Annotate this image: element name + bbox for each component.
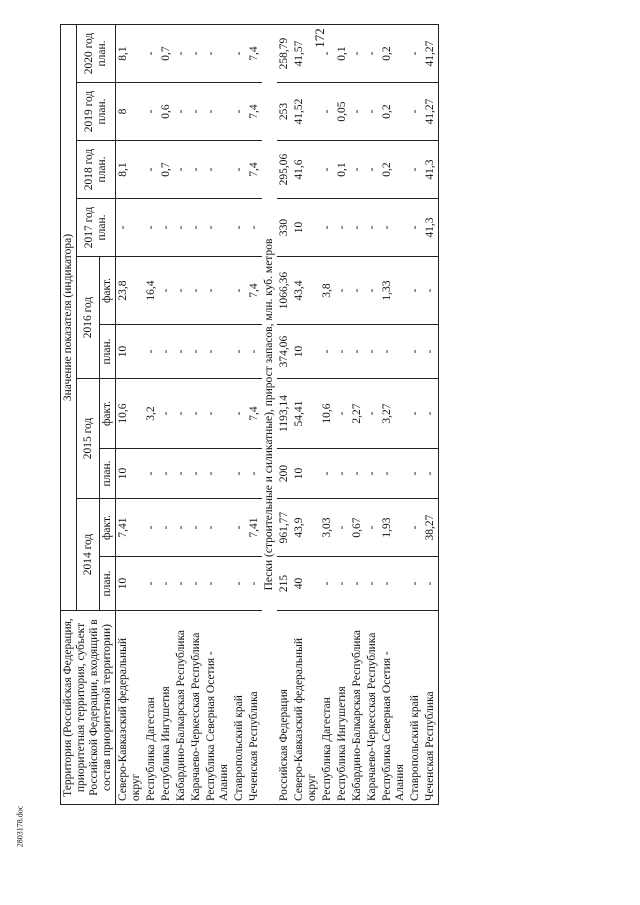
territory-name: Ставропольский край (232, 611, 247, 805)
indicator-value: - (365, 449, 380, 499)
indicator-value: - (380, 325, 408, 379)
header-year-2019: 2019 год план. (77, 83, 116, 141)
indicator-value: - (350, 199, 365, 257)
indicator-value: - (189, 257, 204, 325)
indicator-value: - (232, 449, 247, 499)
indicator-value: - (320, 83, 335, 141)
indicator-value: - (144, 325, 159, 379)
indicator-value: - (144, 83, 159, 141)
indicator-value: - (350, 449, 365, 499)
indicator-value: - (159, 379, 174, 449)
indicator-value: 7,4 (247, 25, 262, 83)
indicator-value: - (189, 141, 204, 199)
indicator-value: - (350, 257, 365, 325)
indicator-value: 0,1 (335, 25, 350, 83)
territory-name: Российская Федерация (277, 611, 292, 805)
indicator-value: 10 (116, 325, 145, 379)
indicator-value: - (335, 325, 350, 379)
indicator-value: - (423, 257, 439, 325)
territory-name: Чеченская Республика (423, 611, 439, 805)
indicator-value: - (204, 557, 232, 611)
table-row (116, 25, 145, 805)
indicator-value: 215 (277, 557, 292, 611)
territory-name: Республика Дагестан (144, 611, 159, 805)
indicator-value: - (144, 141, 159, 199)
indicator-value: - (174, 83, 189, 141)
indicator-value: - (159, 557, 174, 611)
table-row (247, 25, 262, 805)
indicator-value: 0,7 (159, 141, 174, 199)
indicator-value: - (159, 325, 174, 379)
indicator-value: 7,4 (247, 141, 262, 199)
header-year-2018: 2018 год план. (77, 141, 116, 199)
territory-name: Ставропольский край (408, 611, 423, 805)
indicator-value: - (365, 199, 380, 257)
indicator-value: - (423, 325, 439, 379)
table-row (144, 25, 159, 805)
table-row (365, 25, 380, 805)
territory-name: Северо-Кавказский федеральный округ (292, 611, 320, 805)
territory-name: Северо-Кавказский федеральный округ (116, 611, 145, 805)
indicator-value: - (365, 557, 380, 611)
indicator-value: - (350, 141, 365, 199)
indicator-value: 7,41 (247, 499, 262, 557)
table-row (335, 25, 350, 805)
indicator-value: - (350, 557, 365, 611)
header-plan: план. (100, 325, 116, 379)
indicator-value: 8,1 (116, 25, 145, 83)
indicator-value: 330 (277, 199, 292, 257)
table-row (380, 25, 408, 805)
indicator-value: - (159, 499, 174, 557)
indicator-value: 10 (292, 325, 320, 379)
indicator-value: - (335, 379, 350, 449)
indicator-value: - (144, 199, 159, 257)
indicator-value: - (204, 379, 232, 449)
indicator-value: - (365, 379, 380, 449)
territory-name: Кабардино-Балкарская Республика (174, 611, 189, 805)
indicator-value: - (247, 325, 262, 379)
indicator-value: 295,06 (277, 141, 292, 199)
indicator-value: 43,4 (292, 257, 320, 325)
territory-name: Республика Ингушетия (159, 611, 174, 805)
indicator-value: - (232, 25, 247, 83)
indicator-value: 3,8 (320, 257, 335, 325)
territory-name: Республика Северная Осетия - Алания (380, 611, 408, 805)
indicator-value: 0,6 (159, 83, 174, 141)
indicator-value: - (365, 257, 380, 325)
indicator-value: - (408, 325, 423, 379)
indicator-value: - (408, 199, 423, 257)
indicator-value: - (144, 449, 159, 499)
table-row (277, 25, 292, 805)
header-year-2016: 2016 год (77, 257, 100, 379)
table-row (320, 25, 335, 805)
table-row (159, 25, 174, 805)
indicator-value: 1066,36 (277, 257, 292, 325)
indicator-value: 8 (116, 83, 145, 141)
indicator-value: - (247, 199, 262, 257)
indicator-value: - (408, 499, 423, 557)
section-title: Пески (строительные и силикатные), прирост запасов, млн. куб. метров (262, 25, 277, 805)
indicator-value: - (159, 257, 174, 325)
indicator-value: - (365, 499, 380, 557)
indicator-value: - (408, 25, 423, 83)
indicator-value: - (159, 449, 174, 499)
indicator-value: - (335, 449, 350, 499)
table-row (204, 25, 232, 805)
header-year-2014: 2014 год (77, 499, 100, 611)
indicator-value: - (204, 83, 232, 141)
indicator-value: - (174, 325, 189, 379)
indicator-value: - (320, 141, 335, 199)
indicator-value: - (232, 379, 247, 449)
indicator-value: - (189, 325, 204, 379)
indicator-value: - (174, 25, 189, 83)
indicator-value: 10 (116, 449, 145, 499)
indicator-value: - (189, 557, 204, 611)
indicator-value: 23,8 (116, 257, 145, 325)
indicator-value: - (232, 499, 247, 557)
indicator-value: 41,3 (423, 141, 439, 199)
indicator-value: - (174, 449, 189, 499)
indicator-value: 41,27 (423, 83, 439, 141)
indicator-value: 10,6 (116, 379, 145, 449)
header-year-2020: 2020 год план. (77, 25, 116, 83)
indicator-value: 253 (277, 83, 292, 141)
indicator-value: - (365, 325, 380, 379)
indicator-value: 3,27 (380, 379, 408, 449)
indicator-value: - (380, 199, 408, 257)
indicator-value: - (320, 199, 335, 257)
indicator-value: 10 (292, 449, 320, 499)
indicator-value: 1,93 (380, 499, 408, 557)
indicator-value: - (232, 141, 247, 199)
indicator-value: 0,1 (335, 141, 350, 199)
table-row (408, 25, 423, 805)
indicator-value: 0,05 (335, 83, 350, 141)
header-fact: факт. (100, 257, 116, 325)
indicator-value: 1193,14 (277, 379, 292, 449)
indicator-value: - (144, 557, 159, 611)
indicator-value: - (408, 83, 423, 141)
indicator-value: 7,4 (247, 83, 262, 141)
indicator-value: - (380, 557, 408, 611)
indicator-value: 7,4 (247, 257, 262, 325)
indicator-value: 0,2 (380, 141, 408, 199)
table-body (116, 25, 439, 805)
indicator-value: 374,06 (277, 325, 292, 379)
indicator-value: 0,7 (159, 25, 174, 83)
indicator-value: 43,9 (292, 499, 320, 557)
indicator-value: - (365, 25, 380, 83)
indicator-value: - (232, 557, 247, 611)
indicator-value: - (204, 499, 232, 557)
indicator-value: 41,6 (292, 141, 320, 199)
table-row (232, 25, 247, 805)
indicator-value: - (189, 379, 204, 449)
indicator-value: - (204, 25, 232, 83)
indicator-value: - (232, 325, 247, 379)
header-year-2015: 2015 год (77, 379, 100, 499)
indicator-value: - (335, 257, 350, 325)
territory-name: Кабардино-Балкарская Республика (350, 611, 365, 805)
indicator-value: 3,2 (144, 379, 159, 449)
indicator-value: - (320, 25, 335, 83)
indicator-value: - (423, 449, 439, 499)
indicator-value: 200 (277, 449, 292, 499)
rotated-table-page (60, 25, 582, 805)
indicator-value: 0,2 (380, 83, 408, 141)
indicator-value: - (174, 257, 189, 325)
indicator-value: - (350, 83, 365, 141)
territory-name: Республика Ингушетия (335, 611, 350, 805)
header-territory: Территория (Российская Федерация, приоритетная территория, субъект Российской Федерации, входящий в состав приоритетной территории) (61, 611, 116, 805)
indicator-value: 7,4 (247, 379, 262, 449)
header-indicator: Значение показателя (индикатора) (61, 25, 77, 611)
indicator-value: - (204, 449, 232, 499)
indicator-value: - (247, 449, 262, 499)
indicator-value: - (174, 379, 189, 449)
table-row (292, 25, 320, 805)
indicator-value: 10 (292, 199, 320, 257)
indicator-table (60, 24, 439, 805)
indicator-value: - (320, 449, 335, 499)
header-fact: факт. (100, 379, 116, 449)
indicator-value: - (144, 499, 159, 557)
table-row (189, 25, 204, 805)
indicator-value: - (408, 557, 423, 611)
indicator-value: - (232, 83, 247, 141)
indicator-value: 7,41 (116, 499, 145, 557)
indicator-value: - (189, 499, 204, 557)
section-row (262, 25, 277, 805)
indicator-value: - (204, 199, 232, 257)
territory-name: Карачаево-Черкесская Республика (365, 611, 380, 805)
page-number: 172 (312, 28, 327, 48)
indicator-value: - (232, 257, 247, 325)
indicator-value: - (365, 83, 380, 141)
indicator-value: - (174, 557, 189, 611)
indicator-value: - (204, 325, 232, 379)
indicator-value: 0,2 (380, 25, 408, 83)
indicator-value: - (408, 257, 423, 325)
indicator-value: - (174, 199, 189, 257)
header-plan: план. (100, 449, 116, 499)
table-row (174, 25, 189, 805)
indicator-value: - (335, 199, 350, 257)
indicator-value: 961,77 (277, 499, 292, 557)
indicator-value: - (174, 499, 189, 557)
indicator-value: - (380, 449, 408, 499)
table-row (423, 25, 439, 805)
indicator-value: 1,33 (380, 257, 408, 325)
territory-name: Республика Северная Осетия - Алания (204, 611, 232, 805)
indicator-value: - (320, 557, 335, 611)
indicator-value: - (408, 449, 423, 499)
indicator-value: 41,27 (423, 25, 439, 83)
header-year-2017: 2017 год план. (77, 199, 116, 257)
indicator-value: 41,3 (423, 199, 439, 257)
indicator-value: - (189, 449, 204, 499)
indicator-value: - (365, 141, 380, 199)
indicator-value: 0,67 (350, 499, 365, 557)
table-row (350, 25, 365, 805)
indicator-value: - (189, 199, 204, 257)
indicator-value: 10,6 (320, 379, 335, 449)
territory-name: Республика Дагестан (320, 611, 335, 805)
indicator-value: - (189, 83, 204, 141)
indicator-value: 41,52 (292, 83, 320, 141)
indicator-value: 16,4 (144, 257, 159, 325)
indicator-value: - (350, 25, 365, 83)
indicator-value: - (408, 379, 423, 449)
territory-name: Карачаево-Черкесская Республика (189, 611, 204, 805)
header-fact: факт. (100, 499, 116, 557)
indicator-value: 8,1 (116, 141, 145, 199)
indicator-value: - (189, 25, 204, 83)
indicator-value: 3,03 (320, 499, 335, 557)
indicator-value: - (350, 325, 365, 379)
indicator-value: 41,57 (292, 25, 320, 83)
indicator-value: - (320, 325, 335, 379)
indicator-value: - (335, 557, 350, 611)
indicator-value: 258,79 (277, 25, 292, 83)
indicator-value: 38,27 (423, 499, 439, 557)
indicator-value: - (174, 141, 189, 199)
footer-file-code: 2803178.doc (15, 805, 25, 848)
indicator-value: - (144, 25, 159, 83)
indicator-value: - (159, 199, 174, 257)
header-plan: план. (100, 557, 116, 611)
territory-name: Чеченская Республика (247, 611, 262, 805)
indicator-value: - (335, 499, 350, 557)
indicator-value: 10 (116, 557, 145, 611)
indicator-value: - (408, 141, 423, 199)
indicator-value: 2,27 (350, 379, 365, 449)
indicator-value: - (204, 257, 232, 325)
indicator-value: - (247, 557, 262, 611)
indicator-value: 54,41 (292, 379, 320, 449)
indicator-value: - (423, 557, 439, 611)
indicator-value: 40 (292, 557, 320, 611)
indicator-value: - (204, 141, 232, 199)
indicator-value: - (423, 379, 439, 449)
indicator-value: - (232, 199, 247, 257)
indicator-value: - (116, 199, 145, 257)
